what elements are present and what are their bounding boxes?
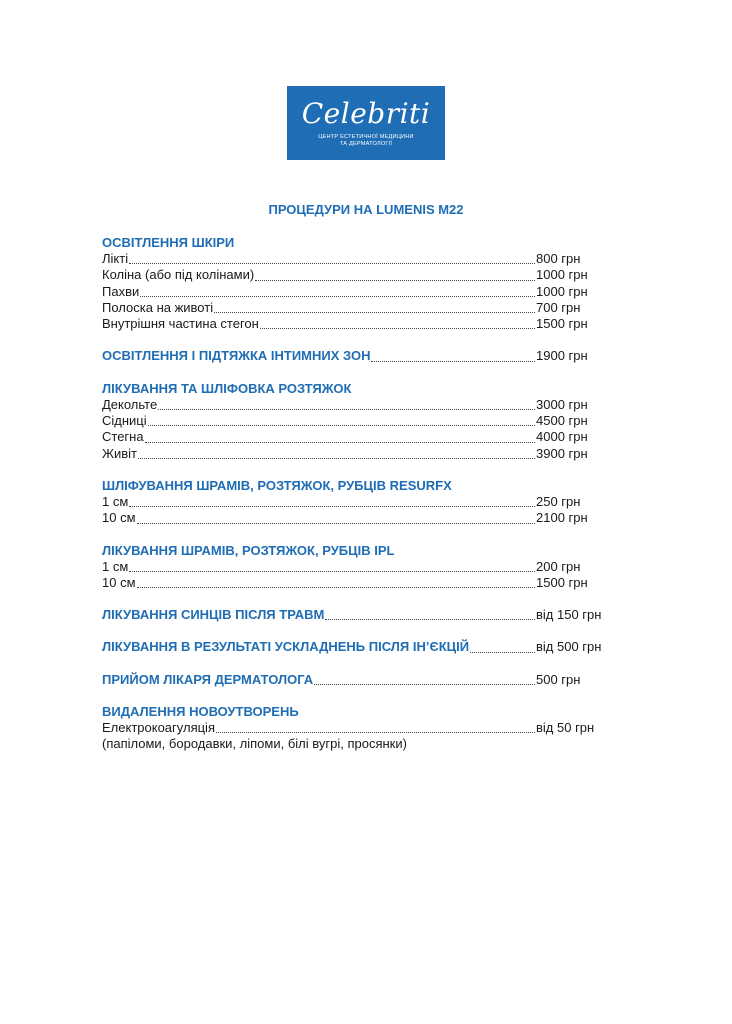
section-heading: ОСВІТЛЕННЯ І ПІДТЯЖКА ІНТИМНИХ ЗОН bbox=[102, 348, 371, 364]
price-row bbox=[102, 559, 622, 575]
price-row bbox=[102, 284, 622, 300]
item-price: 800 грн bbox=[536, 251, 581, 266]
item-price: 1500 грн bbox=[536, 316, 588, 332]
section-heading: ШЛІФУВАННЯ ШРАМІВ, РОЗТЯЖОК, РУБЦІВ RESURFX bbox=[102, 477, 452, 493]
item-label: Лікті bbox=[102, 251, 129, 266]
section-heading: ПРИЙОМ ЛІКАРЯ ДЕРМАТОЛОГА bbox=[102, 671, 314, 687]
dot-leader bbox=[216, 732, 535, 733]
item-note: (папіломи, бородавки, ліпоми, білі вугрі, просянки) bbox=[102, 736, 407, 752]
dot-leader bbox=[129, 263, 535, 264]
price-row bbox=[102, 397, 622, 413]
price-row bbox=[102, 494, 622, 510]
item-label: 1 см bbox=[102, 558, 129, 574]
item-price: 1000 грн bbox=[536, 267, 588, 283]
dot-leader bbox=[371, 361, 535, 362]
section-bruises bbox=[102, 607, 622, 623]
item-label: 1 см bbox=[102, 493, 129, 509]
price-row bbox=[102, 429, 622, 445]
dot-leader bbox=[129, 571, 535, 572]
section-intimate-lightening bbox=[102, 348, 622, 364]
section-heading: ЛІКУВАННЯ В РЕЗУЛЬТАТІ УСКЛАДНЕНЬ ПІСЛЯ ІН’ЄКЦІЙ bbox=[102, 639, 470, 655]
logo-script: Celebriti bbox=[301, 97, 431, 130]
item-price: 4500 грн bbox=[536, 413, 588, 429]
dot-leader bbox=[314, 684, 535, 685]
section-heading: ЛІКУВАННЯ ТА ШЛІФОВКА РОЗТЯЖОК bbox=[102, 380, 352, 396]
item-price: 250 грн bbox=[536, 493, 581, 509]
item-label: Електрокоагуляція bbox=[102, 720, 215, 736]
dot-leader bbox=[145, 442, 535, 443]
section-heading: ЛІКУВАННЯ ШРАМІВ, РОЗТЯЖОК, РУБЦІВ IPL bbox=[102, 542, 395, 558]
dot-leader bbox=[137, 587, 535, 588]
price-row bbox=[102, 316, 622, 332]
section-ipl bbox=[102, 543, 622, 592]
dot-leader bbox=[255, 280, 535, 281]
price-row bbox=[102, 720, 622, 736]
price-row bbox=[102, 510, 622, 526]
item-price: 2100 грн bbox=[536, 510, 588, 526]
price-row bbox=[102, 267, 622, 283]
item-price: 1000 грн bbox=[536, 283, 588, 299]
price-row bbox=[102, 413, 622, 429]
clinic-logo bbox=[287, 86, 445, 160]
dot-leader bbox=[140, 296, 535, 297]
item-label: Пахви bbox=[102, 283, 140, 299]
section-heading: ВИДАЛЕННЯ НОВОУТВОРЕНЬ bbox=[102, 704, 299, 720]
dot-leader bbox=[260, 328, 535, 329]
item-price: 500 грн bbox=[536, 671, 581, 687]
item-price: від 150 грн bbox=[536, 607, 602, 623]
item-label: Живіт bbox=[102, 445, 138, 461]
item-label: Сідниці bbox=[102, 413, 147, 429]
dot-leader bbox=[214, 312, 535, 313]
dot-leader bbox=[148, 425, 535, 426]
dot-leader bbox=[470, 652, 535, 653]
dot-leader bbox=[325, 619, 535, 620]
section-dermatologist bbox=[102, 672, 622, 688]
page-title: ПРОЦЕДУРИ НА LUMENIS M22 bbox=[268, 202, 464, 217]
item-price: 700 грн bbox=[536, 299, 581, 315]
item-label: 10 см bbox=[102, 510, 136, 526]
item-price: 1900 грн bbox=[536, 348, 588, 364]
logo-subtitle-line2: ТА ДЕРМАТОЛОГІЇ bbox=[339, 141, 393, 147]
price-row bbox=[102, 446, 622, 462]
logo-subtitle-line1: ЦЕНТР ЕСТЕТИЧНОЇ МЕДИЦИНИ bbox=[318, 134, 414, 140]
section-neoplasm-removal bbox=[102, 704, 622, 752]
price-row bbox=[102, 348, 622, 364]
price-list bbox=[102, 235, 622, 768]
item-label: Полоска на животі bbox=[102, 299, 214, 315]
item-price: 200 грн bbox=[536, 558, 581, 574]
price-row bbox=[102, 639, 622, 655]
item-price: 4000 грн bbox=[536, 429, 588, 445]
price-row bbox=[102, 575, 622, 591]
section-skin-lightening bbox=[102, 235, 622, 332]
dot-leader bbox=[158, 409, 535, 410]
item-label: 10 см bbox=[102, 574, 136, 590]
price-row bbox=[102, 251, 622, 267]
item-price: від 500 грн bbox=[536, 639, 602, 655]
item-price: від 50 грн bbox=[536, 720, 595, 736]
item-label: Внутрішня частина стегон bbox=[102, 316, 259, 332]
item-price: 1500 грн bbox=[536, 574, 588, 590]
section-heading: ЛІКУВАННЯ СИНЦІВ ПІСЛЯ ТРАВМ bbox=[102, 607, 325, 623]
price-row bbox=[102, 607, 622, 623]
dot-leader bbox=[138, 458, 535, 459]
item-label: Декольте bbox=[102, 396, 158, 412]
section-injection-complications bbox=[102, 639, 622, 655]
price-row bbox=[102, 300, 622, 316]
item-price: 3000 грн bbox=[536, 396, 588, 412]
section-resurfx bbox=[102, 478, 622, 527]
dot-leader bbox=[137, 523, 535, 524]
item-label: Стегна bbox=[102, 429, 144, 445]
dot-leader bbox=[129, 506, 535, 507]
item-label: Коліна (або під колінами) bbox=[102, 267, 255, 283]
item-price: 3900 грн bbox=[536, 445, 588, 461]
section-heading: ОСВІТЛЕННЯ ШКІРИ bbox=[102, 235, 235, 250]
price-row bbox=[102, 672, 622, 688]
section-stretch-marks bbox=[102, 381, 622, 462]
